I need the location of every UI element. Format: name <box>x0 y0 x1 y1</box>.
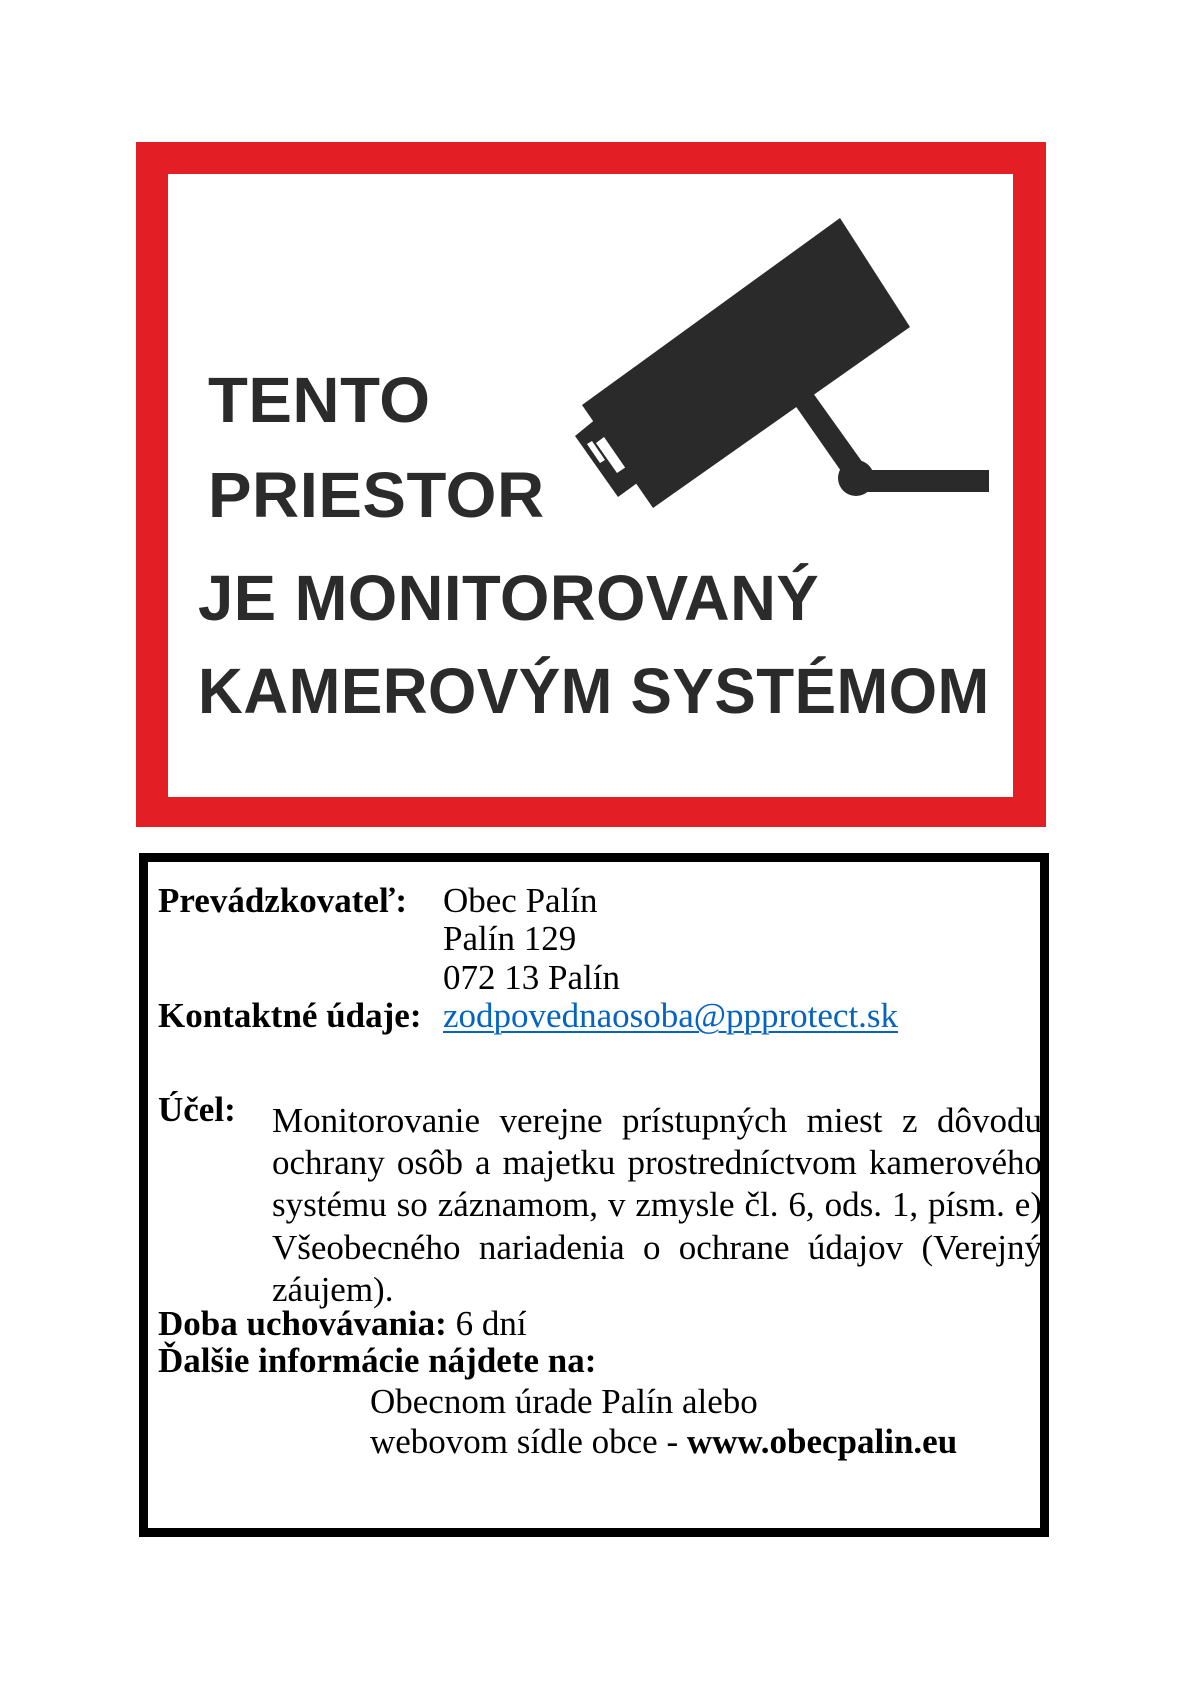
camera-mount-bar <box>856 470 989 492</box>
more-info-label: Ďalšie informácie nájdete na: <box>158 1341 597 1380</box>
operator-postcode: 072 13 Palín <box>443 958 620 997</box>
more-info-line-2 <box>370 1424 957 1459</box>
sign-line-4: KAMEROVÝM SYSTÉMOM <box>198 655 990 727</box>
operator-address: Palín 129 <box>443 919 577 958</box>
operator-label: Prevádzkovateľ: <box>158 881 408 920</box>
sign-line-2: PRIESTOR <box>208 459 545 531</box>
purpose-label: Účel: <box>158 1090 236 1129</box>
website-link[interactable]: www.obecpalin.eu <box>686 1422 958 1461</box>
sign-line-3: JE MONITOROVANÝ <box>198 562 820 634</box>
purpose-text: Monitorovanie verejne prístupných miest z dôvodu ochrany osôb a majetku prostredníctvom kamerového systému so záznamom, v zmysle čl. 6, ods. 1, písm. e) Všeobecného nariadenia o ochrane údajov (Verejný záujem). <box>272 1101 1042 1309</box>
sign-line-1: TENTO <box>208 364 431 436</box>
contact-email-link[interactable]: zodpovednaosoba@ppprotect.sk <box>443 996 899 1035</box>
more-info-line-1: Obecnom úrade Palín alebo <box>370 1382 758 1421</box>
retention-row <box>158 1306 527 1341</box>
retention-value: 6 dní <box>455 1304 527 1343</box>
operator-name: Obec Palín <box>443 881 598 920</box>
info-panel <box>139 853 1049 1537</box>
more-info-line-2-text: webovom sídle obce - <box>370 1422 687 1461</box>
contact-label: Kontaktné údaje: <box>158 996 422 1035</box>
retention-label: Doba uchovávania: <box>158 1304 447 1343</box>
